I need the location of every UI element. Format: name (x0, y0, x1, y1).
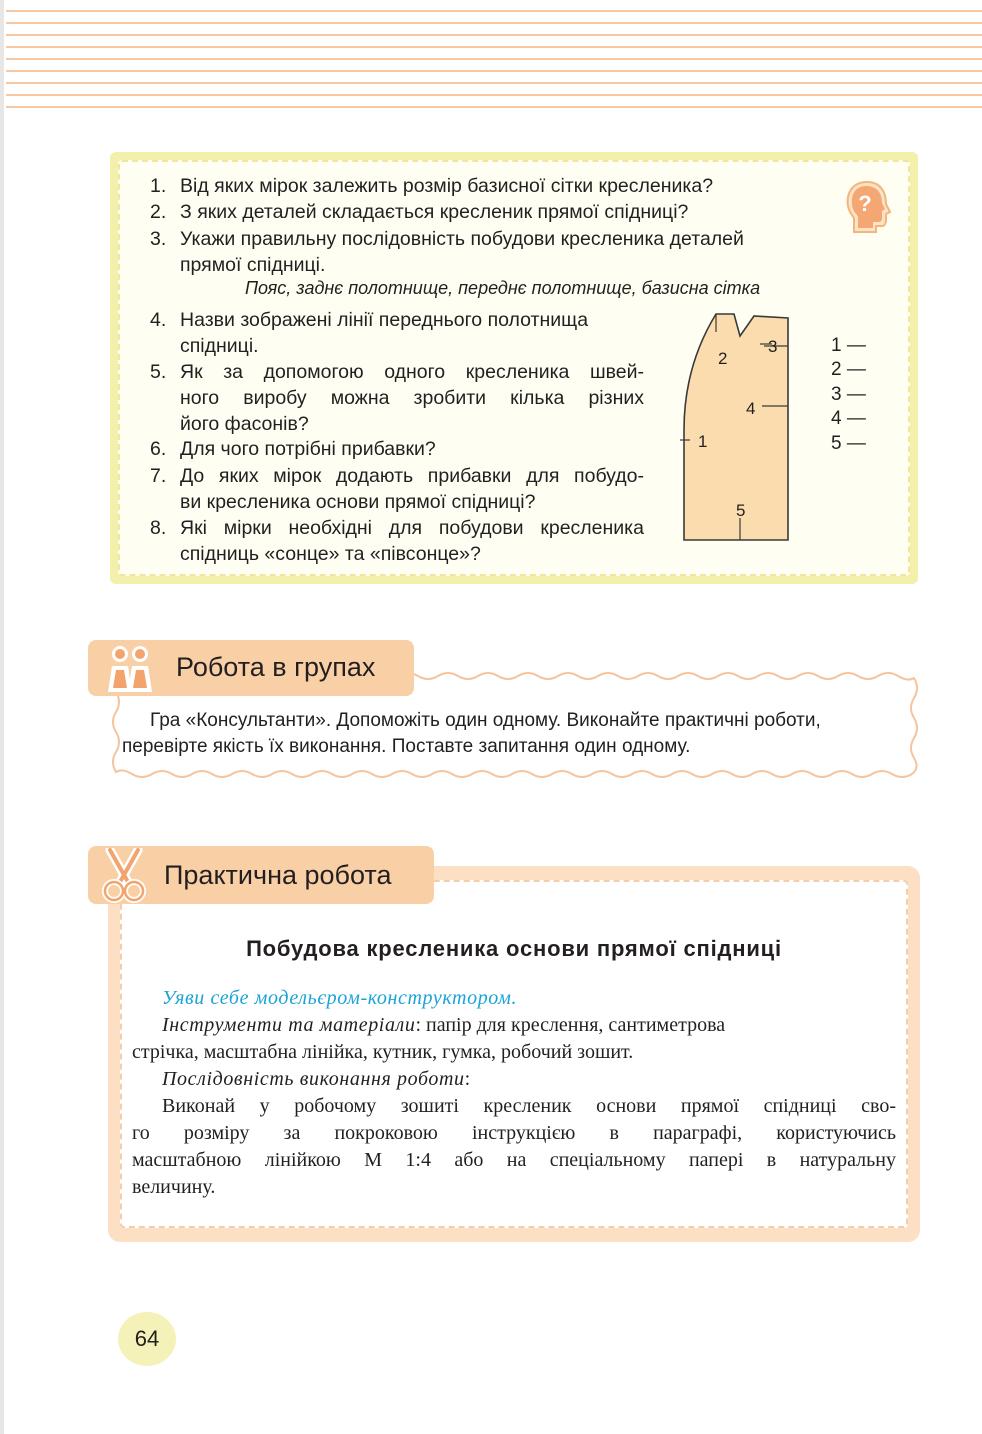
tools-line-1 (132, 1012, 896, 1039)
question-number: 1. (150, 175, 167, 197)
legend-3: 3 — (831, 384, 866, 405)
practical-work-tab-title: Практична робота (164, 860, 392, 890)
header-stripes (6, 0, 982, 108)
question-text: Які мірки необхідні для побудови кресленика (180, 517, 644, 539)
group-work-text (122, 708, 908, 760)
question-text-cont: ного виробу можна зробити кілька різних (180, 387, 644, 409)
figure-label-4: 4 (746, 399, 756, 418)
legend-2: 2 — (831, 359, 866, 380)
question-text: Для чого потрібні прибавки? (180, 438, 436, 460)
sequence-label: Послідовність виконання роботи (162, 1068, 465, 1090)
figure-label-5: 5 (736, 501, 746, 520)
group-work-title: Робота в групах (176, 652, 376, 682)
practical-intro: Уяви себе модельєром-конструктором. (162, 987, 518, 1009)
answer-hint: Пояс, заднє полотнище, переднє полотнище, базисна сітка (245, 278, 761, 298)
practical-body-line-2: го розміру за покроковою інструкцією в параграфі, користуючись (132, 1122, 896, 1144)
question-number: 5. (150, 361, 167, 383)
question-text: До яких мірок додають прибавки для побудо- (180, 465, 644, 487)
tools-text-1: : папір для креслення, сантиметрова (415, 1014, 726, 1036)
question-number: 8. (150, 517, 167, 539)
figure-label-2: 2 (718, 349, 728, 368)
question-text-cont: спідниці. (180, 335, 259, 357)
question-text: Укажи правильну послідовність побудови кресленика деталей (180, 228, 744, 250)
legend-5: 5 — (831, 433, 866, 454)
question-text: Як за допомогою одного кресленика швей- (180, 361, 644, 383)
question-text-cont: спідниць «сонце» та «півсонце»? (180, 543, 481, 565)
question-text: Від яких мірок залежить розмір базисної сітки кресленика? (180, 175, 714, 197)
sequence-colon: : (464, 1068, 471, 1090)
tools-label: Інструменти та матеріали (162, 1014, 416, 1036)
practical-work-title: Побудова кресленика основи прямої спідниці (246, 936, 782, 961)
group-work-line-1: Гра «Консультанти». Допоможіть один одному. Виконайте практичні роботи, (150, 710, 821, 731)
page-edge (0, 0, 4, 1434)
practical-body (132, 1093, 896, 1201)
tools-text-2: стрічка, масштабна лінійка, кутник, гумка, робочий зошит. (132, 1041, 634, 1063)
question-number: 3. (150, 228, 167, 250)
page-number: 64 (118, 1312, 176, 1366)
svg-text:?: ? (858, 191, 872, 216)
sequence-label-line (132, 1066, 926, 1093)
question-number: 4. (150, 309, 167, 331)
question-text-cont: прямої спідниці. (180, 254, 326, 276)
tools-paragraph (132, 1012, 896, 1066)
question-number: 7. (150, 465, 167, 487)
practical-body-line-1: Виконай у робочому зошиті кресленик основи прямої спідниці сво- (162, 1095, 896, 1117)
scissors-icon (98, 848, 150, 904)
practical-body-line-4: величину. (132, 1176, 216, 1198)
skirt-front-panel-diagram (676, 310, 796, 548)
legend-4: 4 — (831, 408, 866, 429)
question-text-cont: ви кресленика основи прямої спідниці? (180, 491, 536, 513)
question-text-cont: його фасонів? (180, 413, 309, 435)
legend-1: 1 — (831, 335, 866, 356)
figure-label-1: 1 (698, 432, 708, 451)
question-text: Назви зображені лінії переднього полотнища (180, 309, 589, 331)
question-number: 2. (150, 201, 167, 223)
practical-body-line-3: масштабною лінійкою М 1:4 або на спеціальному папері в натуральну (132, 1149, 896, 1171)
question-head-icon (842, 178, 892, 236)
figure-label-3: 3 (768, 337, 778, 356)
group-work-line-2: перевірте якість їх виконання. Поставте запитання один одному. (122, 736, 691, 757)
question-text: З яких деталей складається кресленик прямої спідниці? (180, 201, 689, 223)
question-number: 6. (150, 438, 167, 460)
group-of-people-icon (100, 642, 160, 696)
